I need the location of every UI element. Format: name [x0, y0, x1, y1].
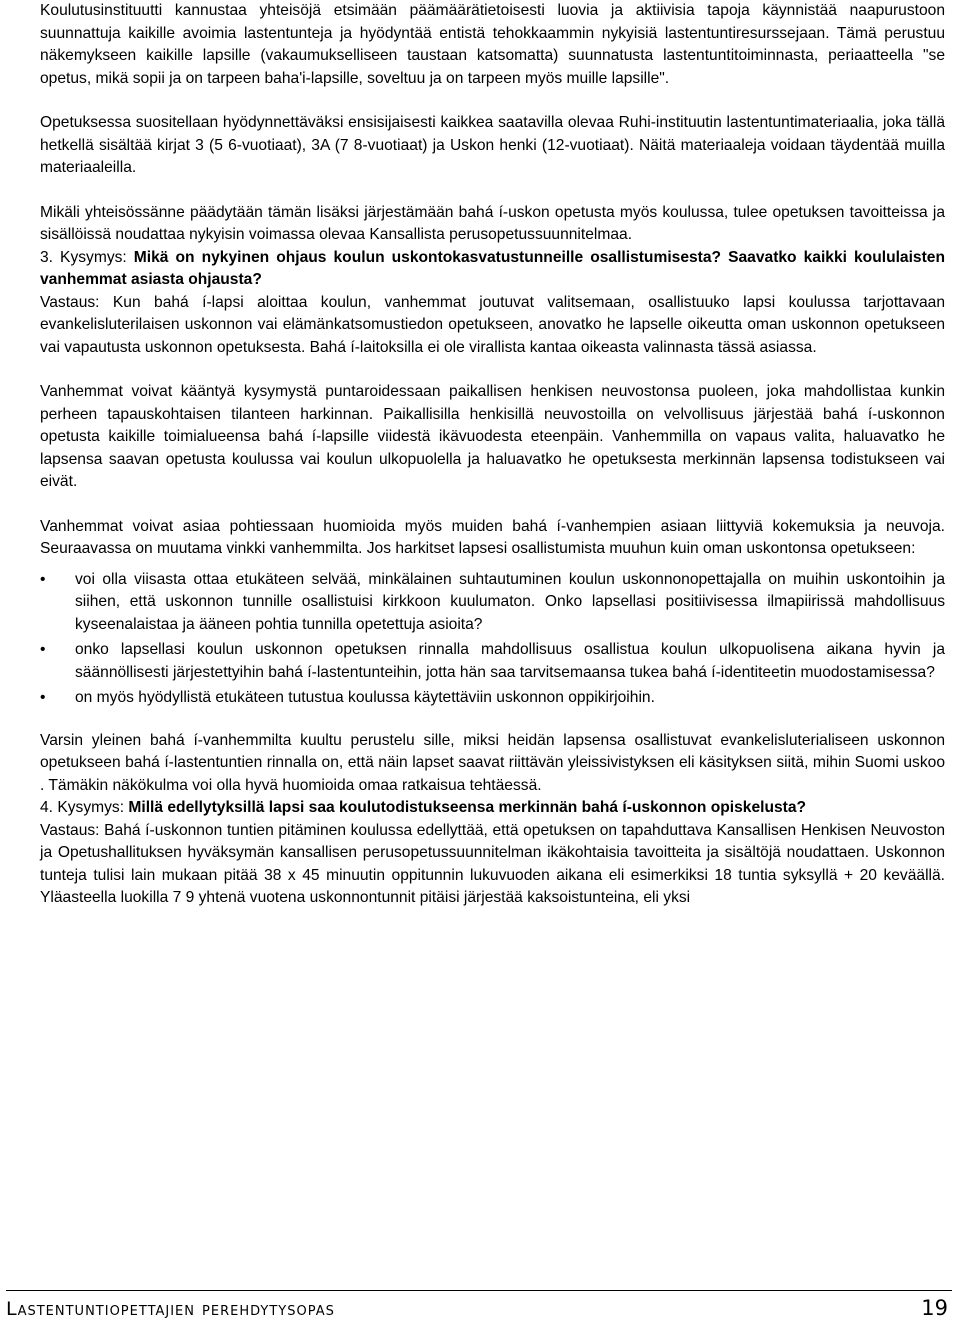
question-4-heading: [40, 797, 945, 820]
question-3-answer-2: Vanhemmat voivat kääntyä kysymystä puntaroidessaan paikallisen henkisen neuvostonsa puoleen, joka mahdollistaa kunkin perheen tapauskohtaisen tilanteen harkinnan. Paikallisilla henkisillä neuvostoilla on velvollisuus järjestää bahá í-uskonnon opetusta kaikille toimialueensa bahá í-lapsille viidestä ikävuodesta eteenpäin. Vanhemmilla on vapaus valita, haluavatko he lapsensa saavan opetusta koulussa vai koulun ulkopuolella ja haluavatko he opetuksesta merkinnän lapsensa todistukseen vai eivät.: [40, 383, 945, 490]
bullet-icon: •: [40, 570, 46, 588]
paragraph-materials: Opetuksessa suositellaan hyödynnettäväksi ensisijaisesti kaikkea saatavilla olevaa Ruhi-instituutin lastentuntimateriaalia, joka tällä hetkellä sisältää kirjat 3 (5 6-vuotiaat), 3A (7 8-vuotiaat) ja Uskon henki (12-vuotiaat). Näitä materiaaleja voidaan täydentää muilla materiaaleilla.: [40, 114, 945, 176]
paragraph-school: Mikäli yhteisössänne päädytään tämän lisäksi järjestämään bahá í-uskon opetusta myös koulussa, tulee opetuksen tavoitteissa ja sisällöissä noudattaa nykyisin voimassa olevaa Kansallista perusopetussuunnitelmaa.: [40, 203, 945, 243]
question-3-answer-3: Vanhemmat voivat asiaa pohtiessaan huomioida myös muiden bahá í-vanhempien asiaan liittyviä kokemuksia ja neuvoja. Seuraavassa on muutama vinkki vanhemmilta. Jos harkitset lapsesi osallistumista muuhun kuin oman uskontonsa opetukseen:: [40, 517, 945, 557]
question-4-answer-1: Vastaus: Bahá í-uskonnon tuntien pitäminen koulussa edellyttää, että opetuksen on tapahduttava Kansallisen Henkisen Neuvoston ja Opetushallituksen hyväksymän kansallisen perusopetussuunnitelman ikäkohtaisia tavoitteita ja sisältöjä noudattaen. Uskonnon tunteja tulisi lain mukaan pitää 38 x 45 minuutin oppitunnin lukuvuoden aikana eli esimerkiksi 18 tuntia syksyllä + 20 keväällä. Yläasteella luokilla 7 9 yhtenä vuotena uskonnontunnit pitäisi järjestää kaksoistunteina, eli yksi: [40, 821, 945, 906]
question-3-lead: 3. Kysymys:: [40, 248, 134, 266]
bullet-icon: •: [40, 689, 46, 706]
list-item-text: on myös hyödyllistä etukäteen tutustua koulussa käytettäviin uskonnon oppikirjoihin.: [75, 689, 655, 706]
question-3-heading: [40, 247, 945, 292]
question-3-answer-1: Vastaus: Kun bahá í-lapsi aloittaa koulun, vanhemmat joutuvat valitsemaan, osallistuuko lapsi koulussa tarjottavaan evankelisluterilaisen uskonnon vai elämänkatsomustiedon opetukseen, anovatko he lapselle oikeutta oman uskonnon opetukseen vai vapautusta uskonnon opetuksesta. Bahá í-laitoksilla ei ole virallista kantaa oikeasta valinnasta tässä asiassa.: [40, 293, 945, 356]
paragraph-intro: Koulutusinstituutti kannustaa yhteisöjä etsimään päämäärätietoisesti luovia ja aktiivisia tapoja käynnistää naapurustoon suunnattuja kaikille avoimia lastentunteja ja hyödyntää entistä tehokkaammin nykyisiä lastentuntiresurssejaan. Tämä perustuu näkemykseen kaikille lapsille (vakaumukselliseen taustaan katsomatta) suunnatusta lastentuntitoiminnasta, periaatteella "se opetus, mikä sopii ja on tarpeen baha'i-lapsille, soveltuu ja on tarpeen myös muille lapsille".: [40, 2, 945, 87]
list-item: [40, 687, 945, 710]
question-4-lead: 4. Kysymys:: [40, 799, 129, 816]
list-item: [40, 569, 945, 637]
document-page: [40, 0, 945, 910]
tips-list: [40, 569, 945, 710]
page-number: 19: [921, 1296, 948, 1320]
list-item: [40, 639, 945, 684]
question-4-text: Millä edellytyksillä lapsi saa koulutodistukseensa merkinnän bahá í-uskonnon opiskelusta?: [128, 799, 807, 816]
question-3-text: Mikä on nykyinen ohjaus koulun uskontokasvatustunneille osallistumisesta? Saavatko kaikki koululaisten vanhemmat asiasta ohjausta?: [40, 248, 945, 288]
list-item-text: onko lapsellasi koulun uskonnon opetuksen rinnalla mahdollisuus osallistua koulun ulkopuolisena aikana hyvin ja säännöllisesti järjestettyihin bahá í-lastentunteihin, jotta hän saa tarvitsemaansa tukea bahá í-identiteetin muodostamisessa?: [75, 641, 945, 681]
page-footer: [6, 1290, 952, 1321]
list-item-text: voi olla viisasta ottaa etukäteen selvää, minkälainen suhtautuminen koulun uskonnonopettajalla on muihin uskontoihin ja siihen, että uskonnon tunnille osallistuisi kirkkoon kuulumaton. Onko lapsellasi positiivisessa ilmapiirissä mahdollisuus kyseenalaistaa ja ääneen pohtia tunnilla opetettuja asioita?: [75, 570, 945, 633]
bullet-icon: •: [40, 641, 46, 658]
question-3-answer-4: Varsin yleinen bahá í-vanhemmilta kuultu perustelu sille, miksi heidän lapsensa osallistuvat evankelisluterialiseen uskonnon opetukseen bahá í-lastentuntien rinnalla on, että näin lapset saavat riittävän yleissivistyksen eli käsityksen siitä, mihin Suomi uskoo . Tämäkin näkökulma voi olla hyvä huomioida omaa ratkaisua tehtäessä.: [40, 731, 945, 794]
footer-title: Lastentuntiopettajien perehdytysopas: [6, 1298, 335, 1320]
